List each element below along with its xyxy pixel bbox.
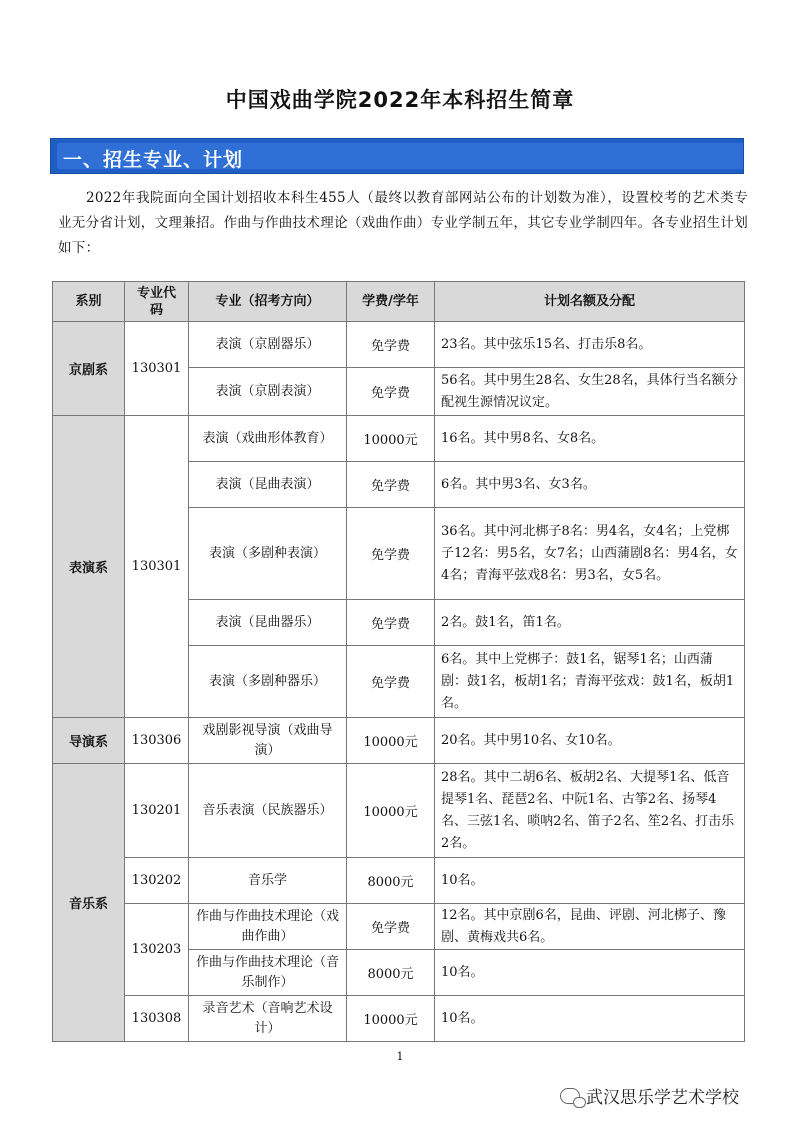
- code-cell: 130308: [125, 996, 189, 1042]
- major-cell: 表演（昆曲器乐）: [189, 600, 347, 646]
- major-cell: 表演（京剧器乐）: [189, 322, 347, 368]
- wechat-icon: [560, 1088, 580, 1104]
- table-row: [53, 764, 745, 858]
- major-cell: 音乐表演（民族器乐）: [189, 764, 347, 858]
- plan-cell: 28名。其中二胡6名、板胡2名、大提琴1名、低音提琴1名、琵琶2名、中阮1名、古筝2名、扬琴4名、三弦1名、唢呐2名、笛子2名、笙2名、打击乐2名。: [435, 764, 745, 858]
- plan-cell: 10名。: [435, 950, 745, 996]
- fee-cell: 免学费: [347, 508, 435, 600]
- watermark-text: 武汉思乐学艺术学校: [586, 1088, 739, 1108]
- major-cell: 作曲与作曲技术理论（戏曲作曲）: [189, 904, 347, 950]
- header-plan: 计划名额及分配: [435, 282, 745, 322]
- header-dept: 系别: [53, 282, 125, 322]
- fee-cell: 10000元: [347, 416, 435, 462]
- plan-cell: 12名。其中京剧6名，昆曲、评剧、河北梆子、豫剧、黄梅戏共6名。: [435, 904, 745, 950]
- plan-cell: 10名。: [435, 996, 745, 1042]
- table-row: [53, 322, 745, 368]
- table-row: [53, 416, 745, 462]
- section-heading: 一、招生专业、计划: [63, 149, 244, 171]
- header-major: 专业（招考方向）: [189, 282, 347, 322]
- code-cell: 130306: [125, 718, 189, 764]
- watermark: [560, 1083, 739, 1108]
- fee-cell: 免学费: [347, 646, 435, 718]
- table-row: [53, 858, 745, 904]
- dept-cell: 音乐系: [53, 764, 125, 1042]
- plan-cell: 16名。其中男8名、女8名。: [435, 416, 745, 462]
- enrollment-plan-table: [52, 281, 745, 1042]
- dept-cell: 表演系: [53, 416, 125, 718]
- header-fee: 学费/学年: [347, 282, 435, 322]
- major-cell: 戏剧影视导演（戏曲导演）: [189, 718, 347, 764]
- major-cell: 表演（京剧表演）: [189, 368, 347, 416]
- fee-cell: 8000元: [347, 950, 435, 996]
- major-cell: 表演（昆曲表演）: [189, 462, 347, 508]
- major-cell: 音乐学: [189, 858, 347, 904]
- major-cell: 录音艺术（音响艺术设计）: [189, 996, 347, 1042]
- section-heading-bar: [50, 138, 744, 174]
- plan-cell: 6名。其中上党梆子：鼓1名，锯琴1名；山西蒲剧：鼓1名，板胡1名；青海平弦戏：鼓1名，板胡1名。: [435, 646, 745, 718]
- major-cell: 表演（戏曲形体教育）: [189, 416, 347, 462]
- table-row: [53, 996, 745, 1042]
- major-cell: 表演（多剧种器乐）: [189, 646, 347, 718]
- fee-cell: 免学费: [347, 368, 435, 416]
- fee-cell: 免学费: [347, 462, 435, 508]
- plan-cell: 6名。其中男3名、女3名。: [435, 462, 745, 508]
- table-row: [53, 718, 745, 764]
- plan-cell: 10名。: [435, 858, 745, 904]
- plan-cell: 20名。其中男10名、女10名。: [435, 718, 745, 764]
- fee-cell: 免学费: [347, 322, 435, 368]
- code-cell: 130201: [125, 764, 189, 858]
- plan-cell: 56名。其中男生28名、女生28名，具体行当名额分配视生源情况议定。: [435, 368, 745, 416]
- plan-cell: 36名。其中河北梆子8名：男4名，女4名；上党梆子12名：男5名，女7名；山西蒲剧8名：男4名，女4名；青海平弦戏8名：男3名，女5名。: [435, 508, 745, 600]
- code-cell: 130202: [125, 858, 189, 904]
- table-row: [53, 904, 745, 950]
- page-number: 1: [396, 1050, 404, 1063]
- fee-cell: 8000元: [347, 858, 435, 904]
- header-code: 专业代码: [125, 282, 189, 322]
- major-cell: 表演（多剧种表演）: [189, 508, 347, 600]
- fee-cell: 10000元: [347, 764, 435, 858]
- fee-cell: 10000元: [347, 996, 435, 1042]
- dept-cell: 导演系: [53, 718, 125, 764]
- plan-cell: 23名。其中弦乐15名、打击乐8名。: [435, 322, 745, 368]
- code-cell: 130301: [125, 416, 189, 718]
- table-header-row: [53, 282, 745, 322]
- intro-paragraph: 2022年我院面向全国计划招收本科生455人（最终以教育部网站公布的计划数为准），设置校考的艺术类专业无分省计划，文理兼招。作曲与作曲技术理论（戏曲作曲）专业学制五年，其它专业学制四年。各专业招生计划如下：: [58, 190, 748, 256]
- document-title: 中国戏曲学院2022年本科招生简章: [225, 88, 575, 112]
- fee-cell: 免学费: [347, 600, 435, 646]
- code-cell: 130203: [125, 904, 189, 996]
- fee-cell: 免学费: [347, 904, 435, 950]
- fee-cell: 10000元: [347, 718, 435, 764]
- major-cell: 作曲与作曲技术理论（音乐制作）: [189, 950, 347, 996]
- plan-cell: 2名。鼓1名，笛1名。: [435, 600, 745, 646]
- code-cell: 130301: [125, 322, 189, 416]
- dept-cell: 京剧系: [53, 322, 125, 416]
